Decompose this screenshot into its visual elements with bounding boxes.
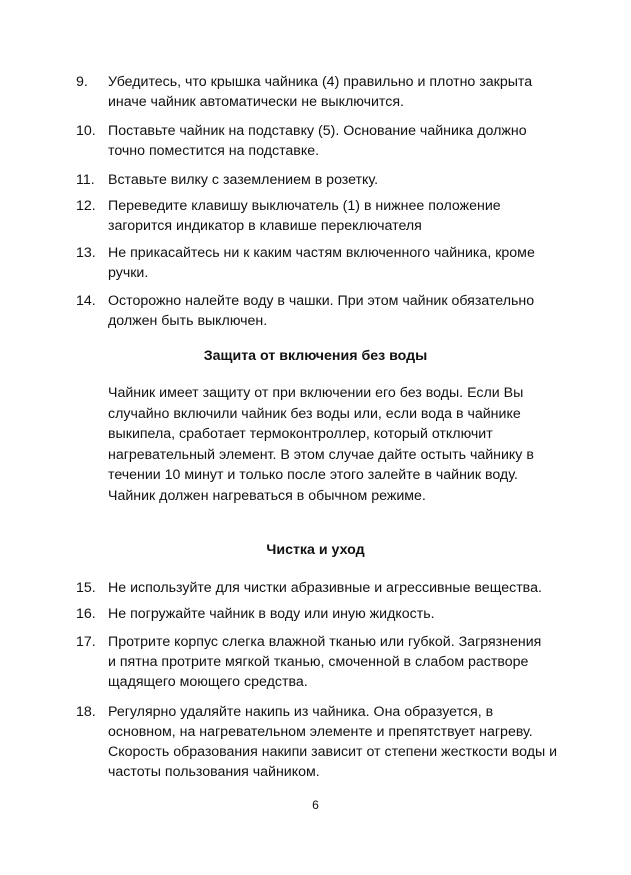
section-heading-protection: Защита от включения без воды <box>203 348 428 364</box>
text-line: основном, на нагревательном элементе и препятствует нагреву. <box>108 724 533 740</box>
list-number: 18. <box>76 704 96 720</box>
list-number: 10. <box>76 123 96 139</box>
protection-paragraph <box>108 383 588 507</box>
list-text <box>108 196 596 236</box>
text-line: Вставьте вилку с заземлением в розетку. <box>108 172 379 188</box>
list-text <box>108 578 596 598</box>
text-line: Убедитесь, что крышка чайника (4) правильно и плотно закрыта <box>108 74 533 90</box>
list-item-9 <box>76 72 596 112</box>
list-text <box>108 604 596 624</box>
list-text <box>108 291 596 331</box>
list-number: 13. <box>76 245 96 261</box>
list-number: 16. <box>76 606 96 622</box>
text-line: загорится индикатор в клавише переключателя <box>108 218 422 234</box>
list-number: 9. <box>76 74 88 90</box>
list-item-14 <box>76 291 596 331</box>
text-line: точно поместится на подставке. <box>108 143 320 159</box>
list-text <box>108 632 596 692</box>
text-line: нагревательный элемент. В этом случае дайте остыть чайнику в <box>108 446 534 463</box>
text-line: Переведите клавишу выключатель (1) в нижнее положение <box>108 198 501 214</box>
text-line: и пятна протрите мягкой тканью, смоченной в слабом растворе <box>108 654 529 670</box>
text-line: Чайник должен нагреваться в обычном режиме. <box>108 487 426 504</box>
text-line: Не используйте для чистки абразивные и агрессивные вещества. <box>108 580 542 596</box>
text-line: Протрите корпус слегка влажной тканью или губкой. Загрязнения <box>108 634 542 650</box>
text-line: щадящего моющего средства. <box>108 674 308 690</box>
text-line: должен быть выключен. <box>108 313 268 329</box>
list-item-11 <box>76 170 596 190</box>
list-item-13 <box>76 243 596 283</box>
list-text <box>108 702 596 782</box>
list-item-18 <box>76 702 596 782</box>
text-line: Регулярно удаляйте накипь из чайника. Она образуется, в <box>108 704 494 720</box>
list-text <box>108 121 596 161</box>
text-line: Осторожно налейте воду в чашки. При этом чайник обязательно <box>108 293 535 309</box>
page-number: 6 <box>312 798 319 812</box>
text-line: Не погружайте чайник в воду или иную жидкость. <box>108 606 435 622</box>
text-line: Скорость образования накипи зависит от степени жесткости воды и <box>108 744 558 760</box>
text-line: случайно включили чайник без воды или, если вода в чайнике <box>108 405 521 422</box>
text-line: частоты пользования чайником. <box>108 764 320 780</box>
list-number: 12. <box>76 198 96 214</box>
list-number: 11. <box>76 172 95 188</box>
list-item-10 <box>76 121 596 161</box>
list-item-12 <box>76 196 596 236</box>
list-text <box>108 72 596 112</box>
list-text <box>108 170 596 190</box>
list-number: 14. <box>76 293 96 309</box>
text-line: ручки. <box>108 265 149 281</box>
list-text <box>108 243 596 283</box>
text-line: Поставьте чайник на подставку (5). Основание чайника должно <box>108 123 527 139</box>
list-item-17 <box>76 632 596 692</box>
list-item-15 <box>76 578 596 598</box>
text-line: Не прикасайтесь ни к каким частям включенного чайника, кроме <box>108 245 535 261</box>
list-number: 17. <box>76 634 96 650</box>
text-line: Чайник имеет защиту от при включении его без воды. Если Вы <box>108 385 524 401</box>
section-heading-cleaning: Чистка и уход <box>266 542 365 558</box>
text-line: течении 10 минут и только после этого залейте в чайник воду. <box>108 467 518 484</box>
list-item-16 <box>76 604 596 624</box>
text-line: иначе чайник автоматически не выключится. <box>108 94 404 110</box>
text-line: выкипела, сработает термоконтроллер, который отключит <box>108 426 493 443</box>
list-number: 15. <box>76 580 96 596</box>
